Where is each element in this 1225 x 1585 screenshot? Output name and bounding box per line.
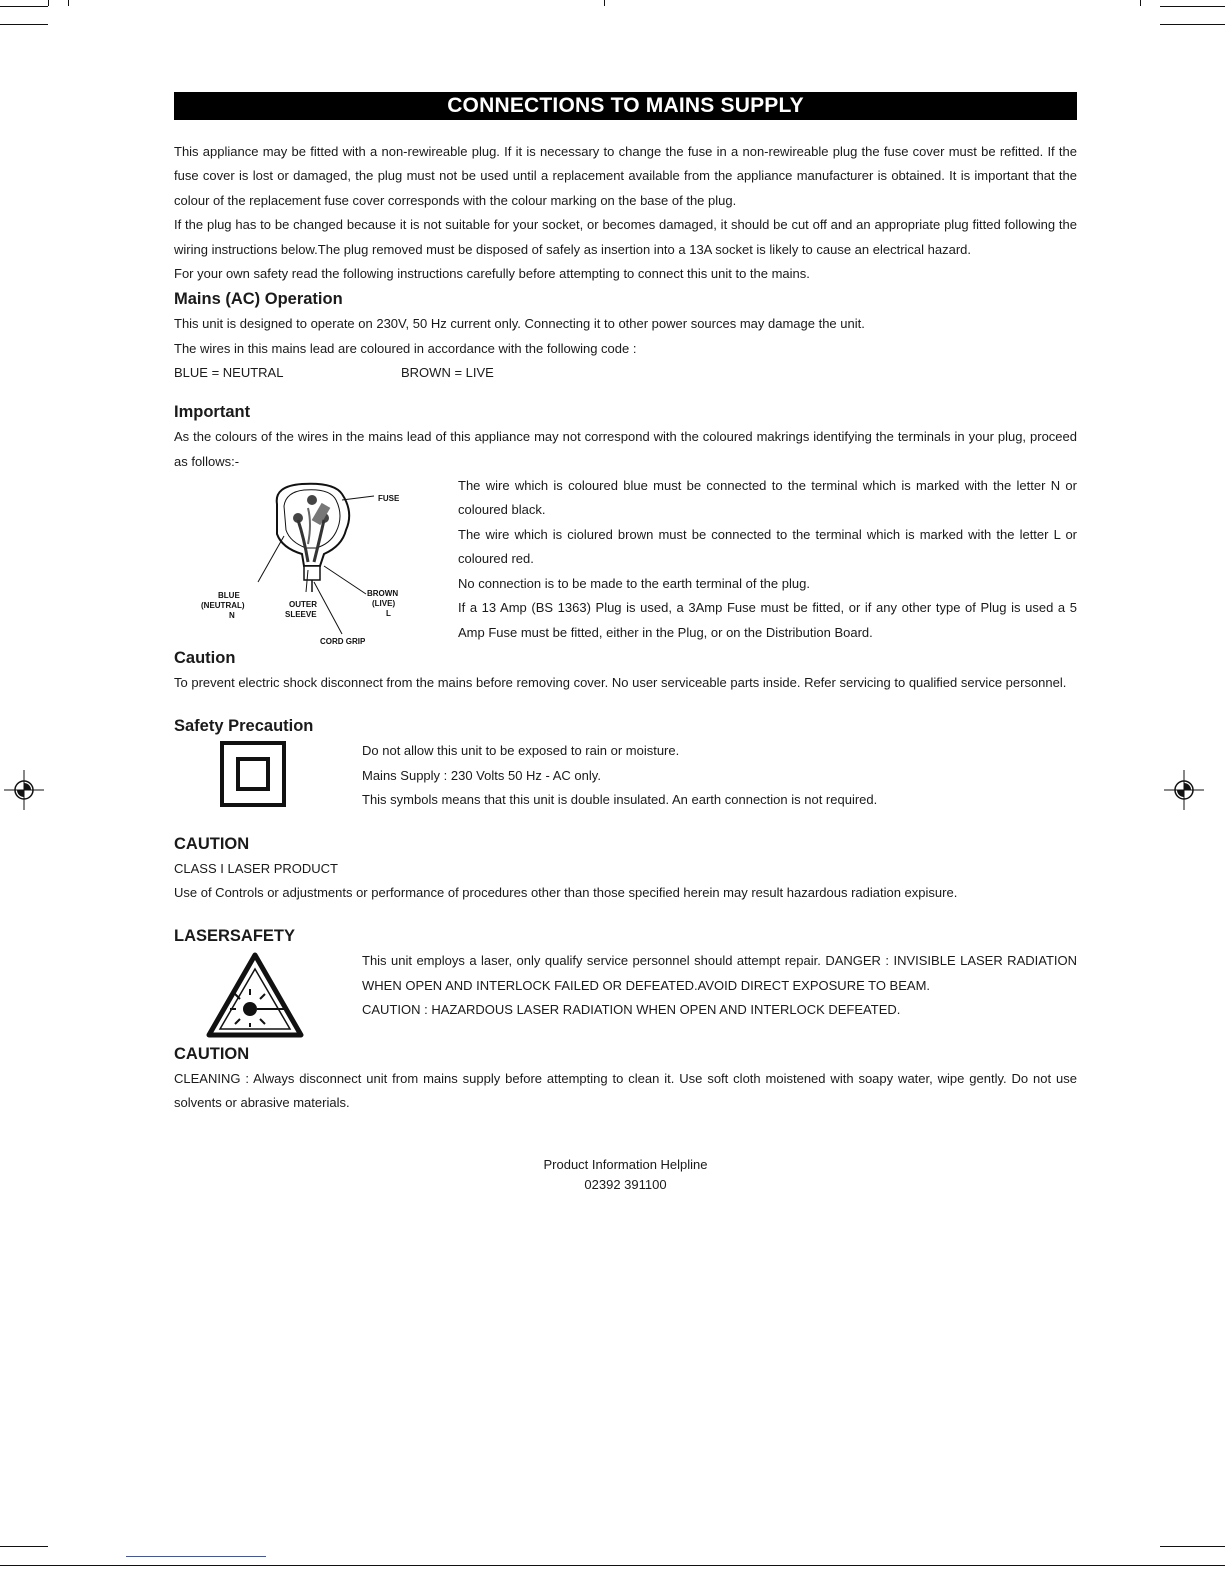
crop-mark — [0, 1546, 48, 1547]
registration-mark-icon — [1164, 770, 1204, 810]
instruction-line: If a 13 Amp (BS 1363) Plug is used, a 3Amp Fuse must be fitted, or if any other type of Plug is used a 5 Amp Fuse must be fitted, either in the Plug, or on the Distribution Board. — [458, 600, 1077, 640]
safety-line: Do not allow this unit to be exposed to rain or moisture. — [362, 743, 680, 759]
outer-label: OUTER — [289, 600, 317, 610]
document-page — [174, 92, 1077, 1195]
page-title: CONNECTIONS TO MAINS SUPPLY — [174, 92, 1077, 120]
mains-text: This unit is designed to operate on 230V, 50 Hz current only. Connecting it to other power sources may damage the unit. — [174, 316, 865, 332]
blue-code: BLUE = NEUTRAL — [174, 365, 284, 381]
cord-grip-label: CORD GRIP — [320, 637, 366, 647]
laser-text — [362, 949, 1077, 1022]
intro-paragraph: For your own safety read the following instructions carefully before attempting to connect this unit to the mains. — [174, 266, 810, 282]
section-heading-caution: CAUTION — [174, 834, 250, 853]
intro-paragraph: If the plug has to be changed because it is not suitable for your socket, or becomes damaged, it should be cut off and an appropriate plug fitted following the wiring instructions below.The plug removed must be disposed of safely as insertion into a 13A socket is likely to cause an electrical hazard. — [174, 217, 1077, 257]
brown-label: BROWN — [367, 589, 399, 599]
instruction-line: No connection is to be made to the earth terminal of the plug. — [458, 575, 810, 591]
safety-line: This symbols means that this unit is double insulated. An earth connection is not required. — [362, 792, 878, 808]
cleaning-text: CLEANING : Always disconnect unit from mains supply before attempting to clean it. Use soft cloth moistened with soapy water, wipe gently. Do not use solvents or abrasive materials. — [174, 1070, 1077, 1110]
brown-code: BROWN = LIVE — [401, 365, 494, 381]
n-label: N — [229, 611, 235, 621]
section-heading-caution: Caution — [174, 648, 236, 667]
plug-instructions — [458, 474, 1077, 645]
crop-mark — [604, 0, 605, 6]
section-heading-safety: Safety Precaution — [174, 717, 314, 736]
helpline-number: 02392 391100 — [584, 1177, 667, 1193]
helpline-label: Product Information Helpline — [543, 1157, 708, 1173]
crop-mark — [1160, 6, 1225, 7]
laser-warning-icon — [206, 951, 304, 1041]
crop-mark — [0, 6, 48, 7]
mains-text: The wires in this mains lead are coloured in accordance with the following code : — [174, 340, 637, 356]
laser-class: CLASS I LASER PRODUCT — [174, 860, 338, 876]
instruction-line: The wire which is coloured blue must be connected to the terminal which is marked with the letter N or coloured black. — [458, 478, 1077, 518]
crop-mark — [1160, 1546, 1225, 1547]
important-intro: As the colours of the wires in the mains lead of this appliance may not correspond with the coloured makrings identifying the terminals in your plug, proceed as follows:- — [174, 429, 1077, 469]
safety-line: Mains Supply : 230 Volts 50 Hz - AC only. — [362, 767, 601, 783]
neutral-label: (NEUTRAL) — [201, 601, 245, 611]
live-label: (LIVE) — [372, 599, 396, 609]
safety-block — [174, 739, 1077, 812]
section-heading-laser: LASERSAFETY — [174, 927, 296, 946]
wire-colour-codes — [174, 361, 1077, 385]
crop-mark — [68, 0, 69, 6]
fuse-label: FUSE — [378, 494, 400, 504]
sleeve-label: SLEEVE — [285, 610, 317, 620]
caution-text: Use of Controls or adjustments or performance of procedures other than those specified herein may result hazardous radiation expisure. — [174, 884, 958, 900]
blue-label: BLUE — [218, 591, 240, 601]
double-insulated-icon — [220, 741, 286, 807]
helpline — [174, 1155, 1077, 1195]
plug-wiring-block — [174, 474, 1077, 645]
bottom-rule — [126, 1556, 266, 1557]
registration-mark-icon — [4, 770, 44, 810]
instruction-line: The wire which is ciolured brown must be connected to the terminal which is marked with the letter L or coloured red. — [458, 526, 1077, 567]
crop-mark — [1140, 0, 1141, 6]
intro-paragraph: This appliance may be fitted with a non-rewireable plug. If it is necessary to change the fuse in a non-rewireable plug the fuse cover must be refitted. If the fuse cover is lost or damaged, the plug must not be used until a replacement available from the appliance manufacturer is obtained. It is important that the colour of the replacement fuse cover corresponds with the colour marking on the base of the plug. — [174, 144, 1077, 208]
crop-mark — [0, 1565, 1225, 1566]
laser-block — [174, 949, 1077, 1022]
section-heading-mains: Mains (AC) Operation — [174, 290, 343, 309]
crop-mark — [48, 0, 49, 6]
crop-mark — [0, 24, 48, 25]
crop-mark — [1160, 24, 1225, 25]
laser-caution: CAUTION : HAZARDOUS LASER RADIATION WHEN OPEN AND INTERLOCK DEFEATED. — [362, 1002, 901, 1018]
l-label: L — [386, 609, 391, 619]
section-heading-caution: CAUTION — [174, 1044, 250, 1063]
plug-wiring-diagram — [174, 474, 424, 654]
safety-text — [362, 739, 1077, 812]
laser-danger: This unit employs a laser, only qualify service personnel should attempt repair. DANGER : INVISIBLE LASER RADIATION WHEN OPEN AND INTERLOCK FAILED OR DEFEATED.AVOID DIRECT EXPOSURE TO BEAM. — [362, 953, 1077, 993]
caution-text: To prevent electric shock disconnect from the mains before removing cover. No user serviceable parts inside. Refer servicing to qualified service personnel. — [174, 674, 1067, 690]
section-heading-important: Important — [174, 403, 251, 422]
